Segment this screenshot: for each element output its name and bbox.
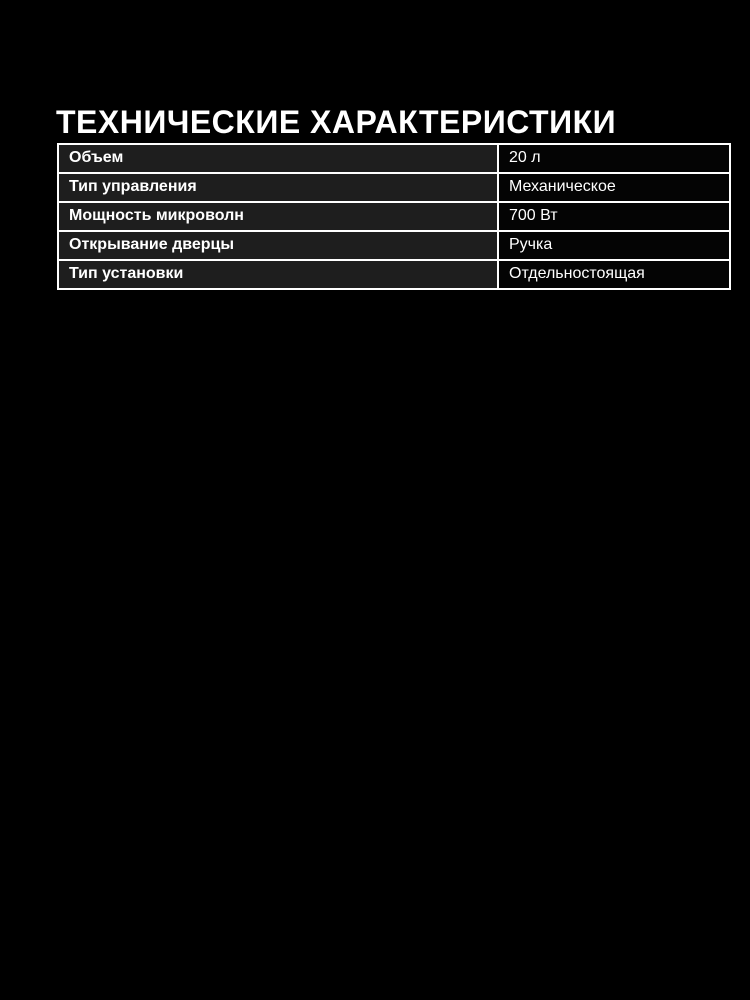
spec-value: Ручка [498,231,730,260]
table-row [58,231,730,260]
spec-value: Механическое [498,173,730,202]
table-row [58,144,730,173]
spec-label: Тип управления [58,173,498,202]
spec-label: Тип установки [58,260,498,289]
spec-value: 20 л [498,144,730,173]
page-title: ТЕХНИЧЕСКИЕ ХАРАКТЕРИСТИКИ [56,104,617,141]
spec-label: Открывание дверцы [58,231,498,260]
spec-label: Мощность микроволн [58,202,498,231]
spec-label: Объем [58,144,498,173]
table-row [58,260,730,289]
table-row [58,202,730,231]
specs-table-body [58,144,730,289]
spec-value: 700 Вт [498,202,730,231]
specs-table [57,143,731,290]
table-row [58,173,730,202]
spec-value: Отдельностоящая [498,260,730,289]
